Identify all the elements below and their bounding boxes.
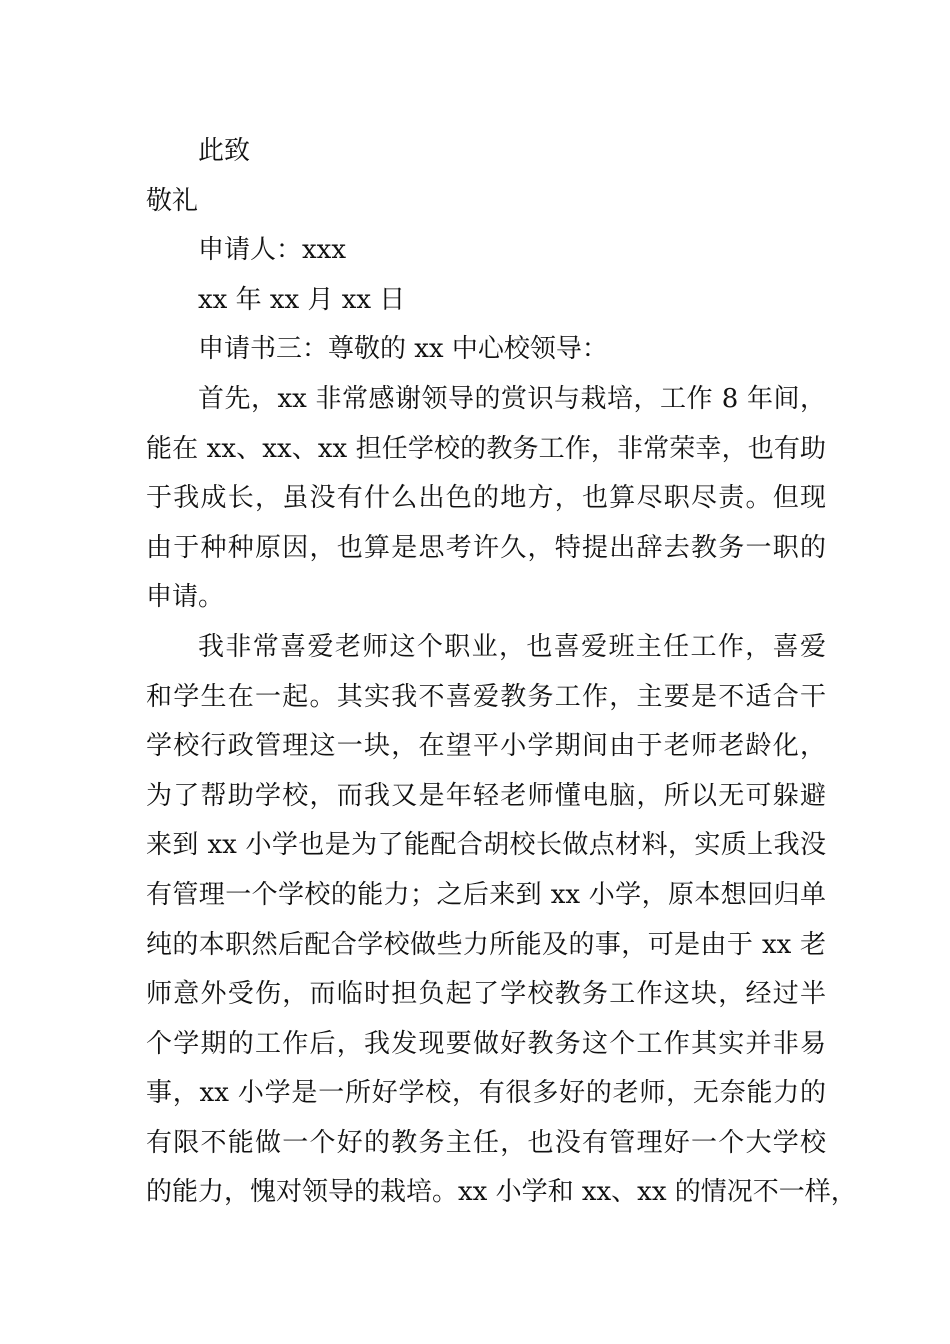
paragraph-line: 学校行政管理这一块，在望平小学期间由于老师老龄化，	[146, 731, 826, 762]
paragraph-line: 来到 xx 小学也是为了能配合胡校长做点材料，实质上我没	[146, 830, 826, 861]
letter-body	[146, 127, 857, 1218]
paragraph-line: 首先，xx 非常感谢领导的赏识与栽培，工作 8 年间，	[198, 383, 826, 414]
paragraph-2	[146, 623, 857, 1218]
paragraph-line: 有管理一个学校的能力；之后来到 xx 小学，原本想回归单	[146, 879, 826, 910]
paragraph-line: 由于种种原因，也算是思考许久，特提出辞去教务一职的	[146, 532, 826, 563]
paragraph-line: 为了帮助学校，而我又是年轻老师懂电脑，所以无可躲避	[146, 780, 826, 811]
paragraph-line: 个学期的工作后，我发现要做好教务这个工作其实并非易	[146, 1028, 826, 1059]
paragraph-line: 申请。	[146, 582, 225, 613]
paragraph-line: 纯的本职然后配合学校做些力所能及的事，可是由于 xx 老	[146, 929, 826, 960]
date-line: xx 年 xx 月 xx 日	[198, 284, 406, 315]
letter3-heading: 申请书三：尊敬的 xx 中心校领导：	[198, 334, 608, 365]
paragraph-line: 于我成长，虽没有什么出色的地方，也算尽职尽责。但现	[146, 483, 826, 514]
paragraph-line: 师意外受伤，而临时担负起了学校教务工作这块，经过半	[146, 979, 826, 1010]
paragraph-line: 和学生在一起。其实我不喜爱教务工作，主要是不适合干	[146, 681, 826, 712]
paragraph-line: 我非常喜爱老师这个职业，也喜爱班主任工作，喜爱	[198, 631, 826, 662]
closing-jing-li: 敬礼	[146, 185, 199, 216]
paragraph-line: 有限不能做一个好的教务主任，也没有管理好一个大学校	[146, 1127, 826, 1158]
applicant-line: 申请人：xxx	[198, 235, 346, 266]
paragraph-1	[146, 375, 826, 623]
paragraph-line: 事，xx 小学是一所好学校，有很多好的老师，无奈能力的	[146, 1078, 826, 1109]
closing-ci-zhi: 此致	[198, 136, 251, 166]
paragraph-line: 的能力，愧对领导的栽培。xx 小学和 xx、xx 的情况不一样，	[146, 1177, 857, 1208]
paragraph-line: 能在 xx、xx、xx 担任学校的教务工作，非常荣幸，也有助	[146, 433, 826, 464]
